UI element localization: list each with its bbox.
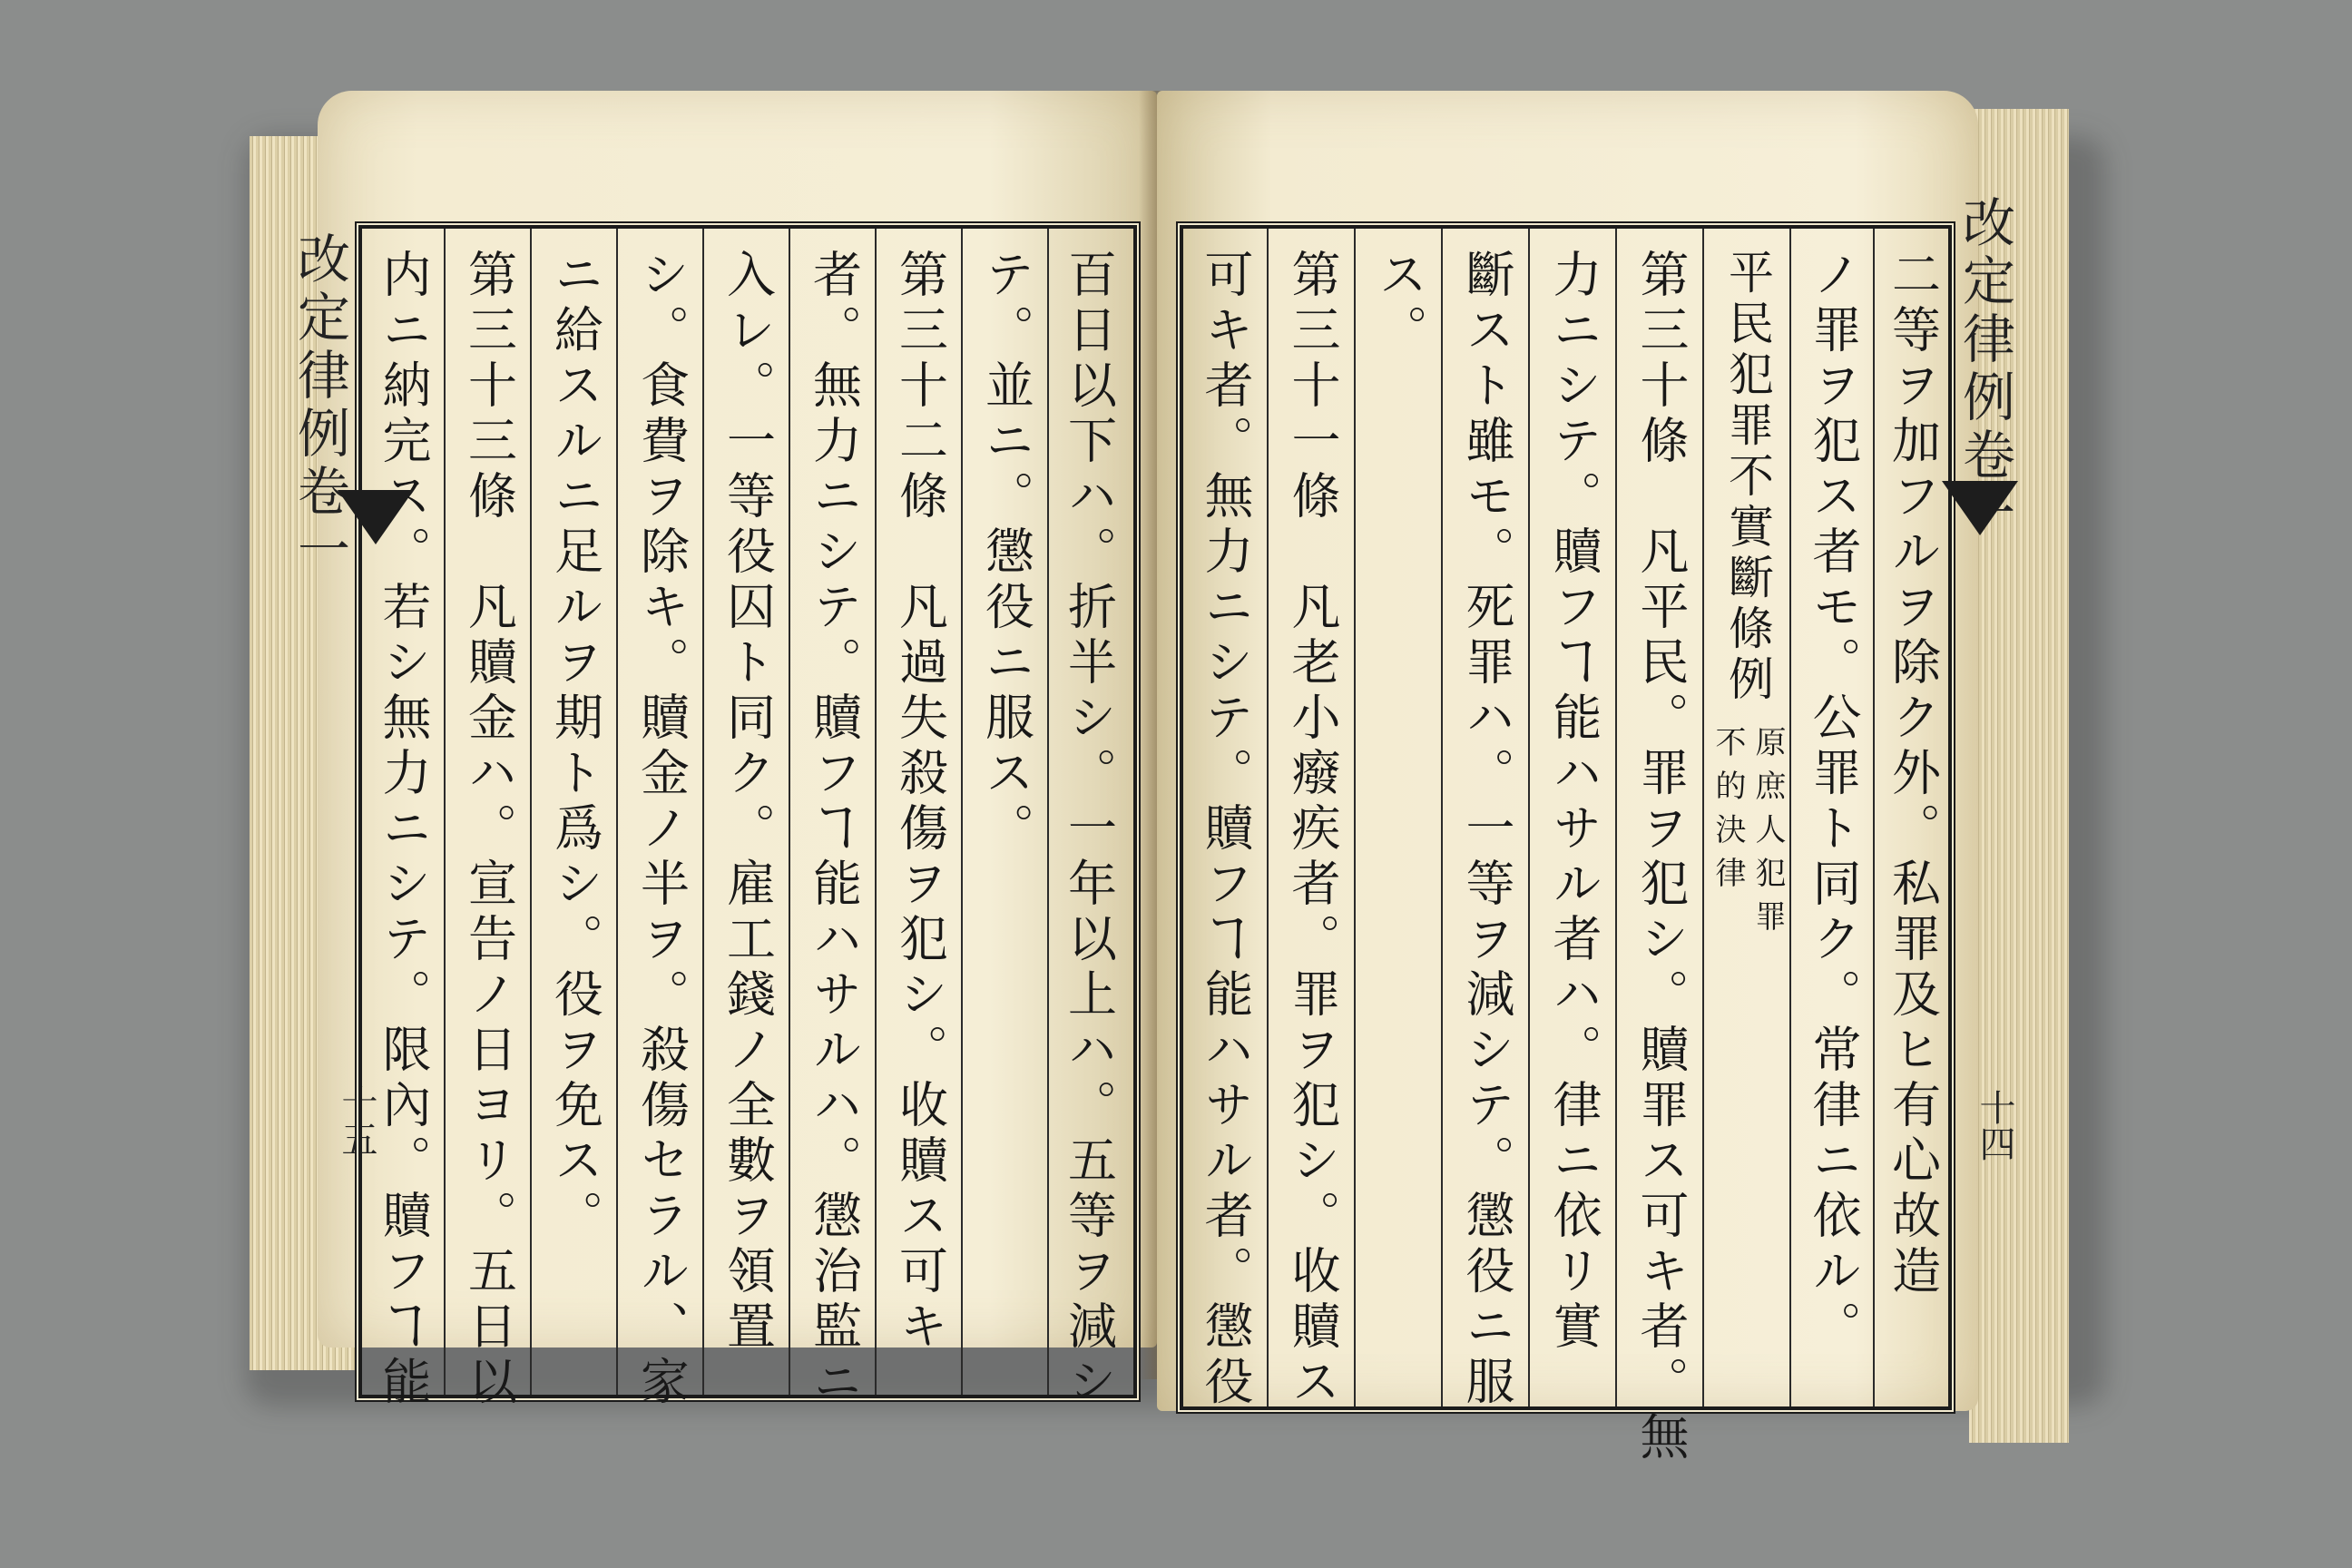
left-fishtail-ornament [338,490,414,544]
column: 第三十一條 凡老小癈疾者。罪ヲ犯シ。收贖ス [1267,229,1356,1406]
left-page-number: 十五 [336,1084,377,1157]
column: 内ニ納完ス。若シ無力ニシテ。限內。贖フヿ能 [375,249,432,1411]
column: 第三十二條 凡過失殺傷ヲ犯シ。收贖ス可キ [875,229,963,1395]
column: 二等ヲ加フルヲ除ク外。私罪及ヒ有心故造 [1873,229,1950,1406]
left-header: 改定律例卷一 [289,231,350,580]
column: ニ給スルニ足ルヲ期ト爲シ。役ヲ免ス。 [530,229,618,1395]
column: 第三十三條 凡贖金ハ。宣告ノ日ヨリ。五日以 [444,229,532,1395]
section-title-column [1702,229,1791,1406]
section-note: 原庶人犯罪 不的決律 [1710,726,1786,944]
column: ス。 [1354,229,1443,1406]
column: ノ罪ヲ犯ス者モ。公罪ト同ク。常律ニ依ル。 [1789,229,1875,1406]
column: 力ニシテ。贖フヿ能ハサル者ハ。律ニ依リ實 [1528,229,1617,1406]
column: 斷スト雖モ。死罪ハ。一等ヲ減シテ。懲役ニ服 [1441,229,1530,1406]
column: シ。食費ヲ除キ。贖金ノ半ヲ。殺傷セラル、家 [616,229,704,1395]
right-text-frame [1180,225,1952,1466]
left-text-frame [358,225,1137,1411]
column: 入レ。一等役囚ト同ク。雇工錢ノ全數ヲ領置 [702,229,790,1395]
right-header: 改定律例卷一 [1954,195,2015,544]
right-page-number: 十四 [1974,1089,2015,1161]
column: 第三十條 凡平民。罪ヲ犯シ。贖罪ス可キ者。無 [1615,229,1704,1406]
column: 可キ者。無力ニシテ。贖フヿ能ハサル者。懲役 [1197,249,1254,1411]
column: テ。並ニ。懲役ニ服ス。 [961,229,1049,1395]
column: 者。無力ニシテ。贖フヿ能ハサルハ。懲治監ニ [789,229,877,1395]
section-title: 平民犯罪不實斷條例 [1721,249,1774,706]
column: 百日以下ハ。折半シ。一年以上ハ。五等ヲ減シ [1047,229,1128,1395]
right-fishtail-ornament [1942,481,2018,535]
